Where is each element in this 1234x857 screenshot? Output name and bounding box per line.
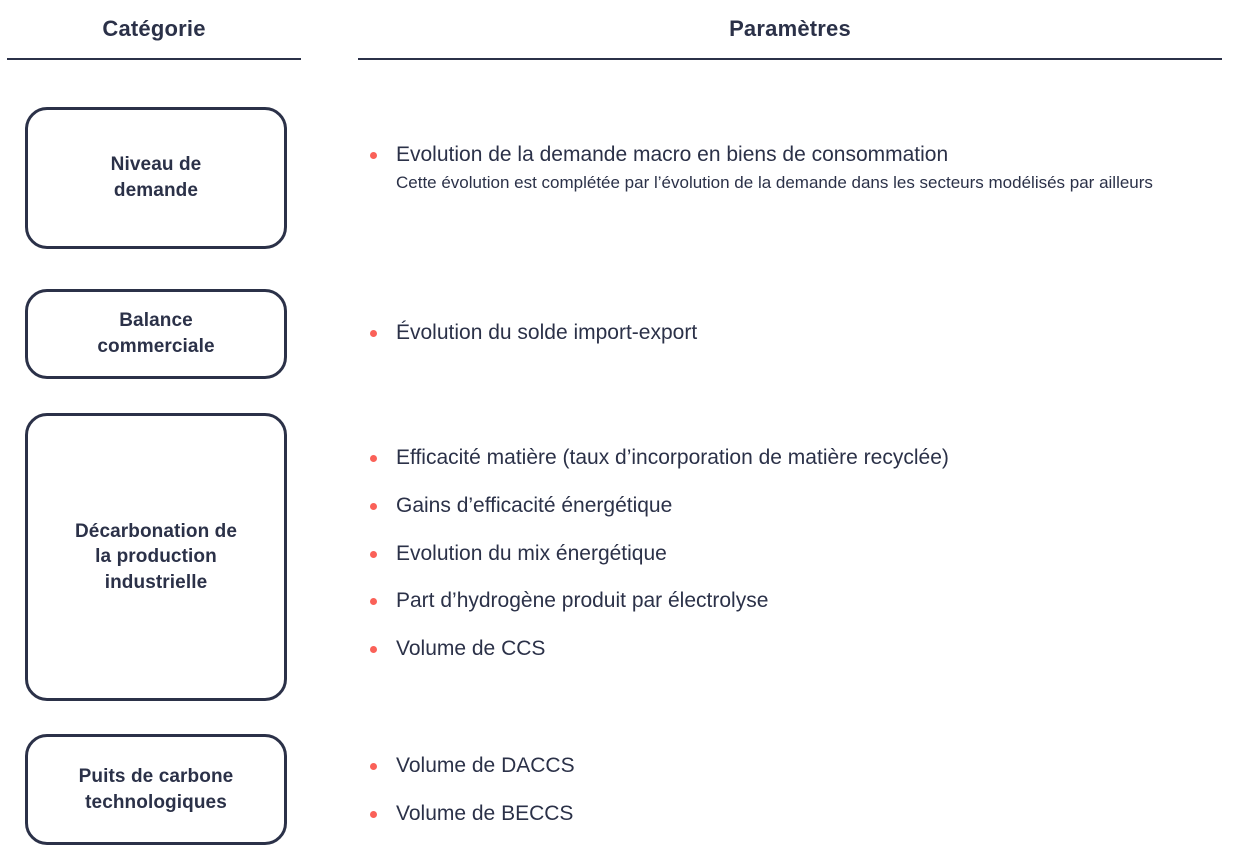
bullet-text: Évolution du solde import-export bbox=[396, 321, 698, 344]
bullet-dot-icon bbox=[370, 152, 377, 159]
bullet-dot-icon bbox=[370, 811, 377, 818]
bullet-dot-icon bbox=[370, 598, 377, 605]
bullet-text: Volume de BECCS bbox=[396, 801, 574, 825]
parameter-group-balance-commerciale bbox=[370, 318, 1230, 348]
bullet-subtext: Cette évolution est complétée par l’évolution de la demande dans les secteurs modélisés par ailleurs bbox=[396, 172, 1153, 192]
category-label bbox=[83, 308, 228, 359]
bullet-dot-icon bbox=[370, 551, 377, 558]
bullet-dot-icon bbox=[370, 763, 377, 770]
bullet-dot-icon bbox=[370, 330, 377, 337]
category-label-line: Décarbonation de bbox=[74, 520, 238, 542]
bullet-dot-icon bbox=[370, 646, 377, 653]
bullet-content bbox=[396, 318, 1230, 348]
bullet-content bbox=[396, 751, 1230, 781]
bullet-text: Efficacité matière (taux d’incorporation de matière recyclée) bbox=[396, 446, 949, 469]
parameter-group-niveau-de-demande bbox=[370, 140, 1230, 195]
category-box-puits-de-carbone-technologiques bbox=[25, 734, 287, 845]
category-label-line: Niveau de bbox=[110, 154, 202, 176]
bullet-item bbox=[370, 586, 1230, 616]
parameter-group-puits-de-carbone bbox=[370, 751, 1230, 829]
bullet-item bbox=[370, 443, 1230, 473]
header-divider-right bbox=[358, 58, 1222, 60]
bullet-text: Volume de CCS bbox=[396, 637, 546, 661]
category-label-line: commerciale bbox=[97, 336, 215, 357]
bullet-text: Gains d’efficacité énergétique bbox=[396, 493, 673, 517]
bullet-text: Evolution du mix énergétique bbox=[396, 541, 667, 565]
parameter-group-decarbonation bbox=[370, 443, 1230, 664]
bullet-item bbox=[370, 539, 1230, 569]
header-label-category: Catégorie bbox=[102, 16, 206, 41]
bullet-item bbox=[370, 799, 1230, 829]
category-label-line: technologiques bbox=[85, 791, 227, 813]
header-divider-left bbox=[7, 58, 301, 60]
category-box-decarbonation-production-industrielle bbox=[25, 413, 287, 701]
bullet-content bbox=[396, 539, 1230, 569]
category-label-line: Balance bbox=[119, 310, 193, 332]
bullet-item bbox=[370, 140, 1230, 195]
bullet-dot-icon bbox=[370, 455, 377, 462]
category-label-line: Puits de carbone bbox=[78, 765, 234, 787]
category-label bbox=[97, 152, 216, 203]
category-label-line: industrielle bbox=[104, 571, 208, 593]
header-cell-parameters bbox=[358, 0, 1222, 60]
category-label bbox=[65, 764, 248, 815]
category-box-niveau-de-demande bbox=[25, 107, 287, 249]
bullet-item bbox=[370, 751, 1230, 781]
bullet-text: Volume de DACCS bbox=[396, 754, 575, 777]
bullet-content bbox=[396, 491, 1230, 521]
bullet-content bbox=[396, 586, 1230, 616]
table-header bbox=[0, 0, 1234, 60]
category-label-line: demande bbox=[113, 180, 199, 201]
category-label-line: la production bbox=[95, 546, 217, 568]
category-box-balance-commerciale bbox=[25, 289, 287, 379]
bullet-content bbox=[396, 799, 1230, 829]
bullet-text: Evolution de la demande macro en biens de consommation bbox=[396, 143, 949, 166]
bullet-text: Part d’hydrogène produit par électrolyse bbox=[396, 589, 769, 613]
bullet-dot-icon bbox=[370, 503, 377, 510]
bullet-item bbox=[370, 634, 1230, 664]
bullet-content bbox=[396, 140, 1230, 195]
category-label bbox=[61, 519, 251, 596]
header-label-parameters: Paramètres bbox=[729, 16, 851, 41]
bullet-item bbox=[370, 491, 1230, 521]
bullet-content bbox=[396, 443, 1230, 473]
bullet-item bbox=[370, 318, 1230, 348]
header-cell-category bbox=[7, 0, 301, 60]
bullet-content bbox=[396, 634, 1230, 664]
